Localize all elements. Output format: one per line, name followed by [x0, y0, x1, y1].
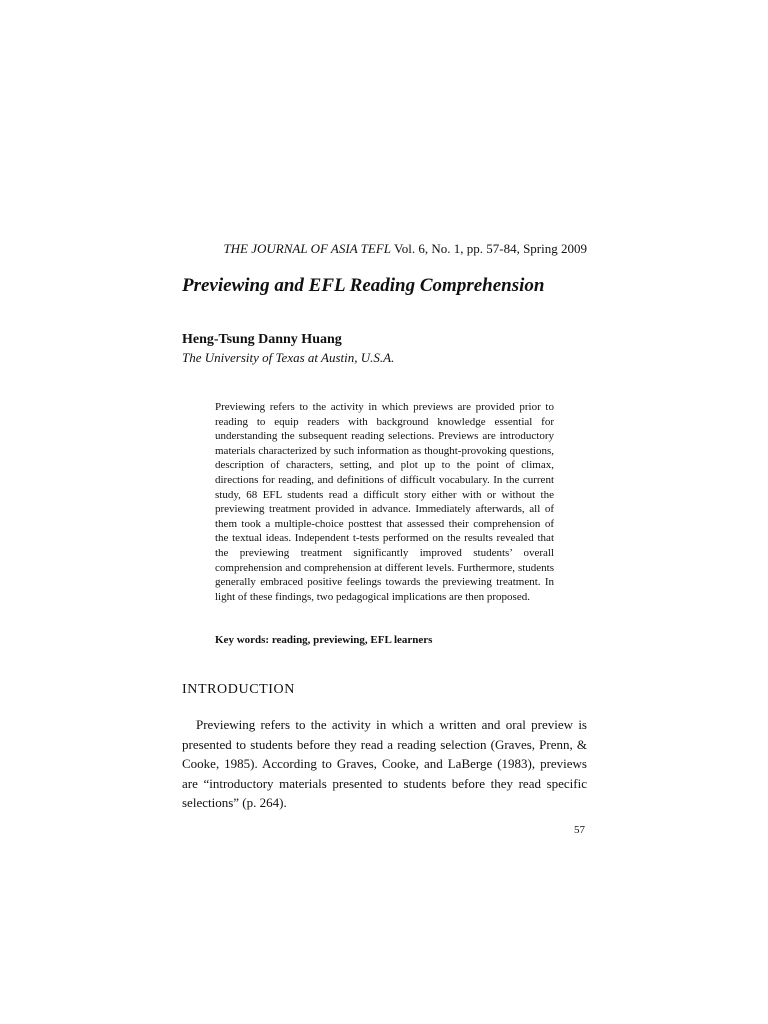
author-affiliation: The University of Texas at Austin, U.S.A.	[182, 350, 395, 365]
keywords: Key words: reading, previewing, EFL learners	[215, 634, 433, 646]
page-number: 57	[574, 824, 585, 836]
introduction-paragraph: Previewing refers to the activity in which a written and oral preview is presented to students before they read a reading selection (Graves, Prenn, & Cooke, 1985). According to Graves, Cooke, and LaBerge (1983), previews are “introductory materials presented to students before they read specific selections” (p. 264).	[182, 717, 587, 810]
abstract: Previewing refers to the activity in which previews are provided prior to reading to equip readers with background knowledge essential for understanding the subsequent reading selections. Previews are introductory materials characterized by such information as thought-provoking questions, description of characters, setting, and plot up to the point of climax, directions for reading, and definitions of difficult vocabulary. In the current study, 68 EFL students read a difficult story either with or without the previewing treatment provided in advance. Immediately afterwards, all of them took a multiple-choice posttest that assessed their comprehension of the textual ideas. Independent t-tests performed on the results revealed that the previewing treatment significantly improved students’ overall comprehension and comprehension at different levels. Furthermore, students generally embraced positive feelings towards the previewing treatment. In light of these findings, two pedagogical implications are then proposed.	[215, 401, 554, 603]
paper-title: Previewing and EFL Reading Comprehension	[182, 275, 545, 296]
author-name: Heng-Tsung Danny Huang	[182, 332, 342, 347]
running-head	[182, 241, 587, 257]
journal-citation: Vol. 6, No. 1, pp. 57-84, Spring 2009	[391, 241, 587, 256]
section-heading-introduction: INTRODUCTION	[182, 682, 295, 697]
journal-name: THE JOURNAL OF ASIA TEFL	[223, 241, 392, 256]
